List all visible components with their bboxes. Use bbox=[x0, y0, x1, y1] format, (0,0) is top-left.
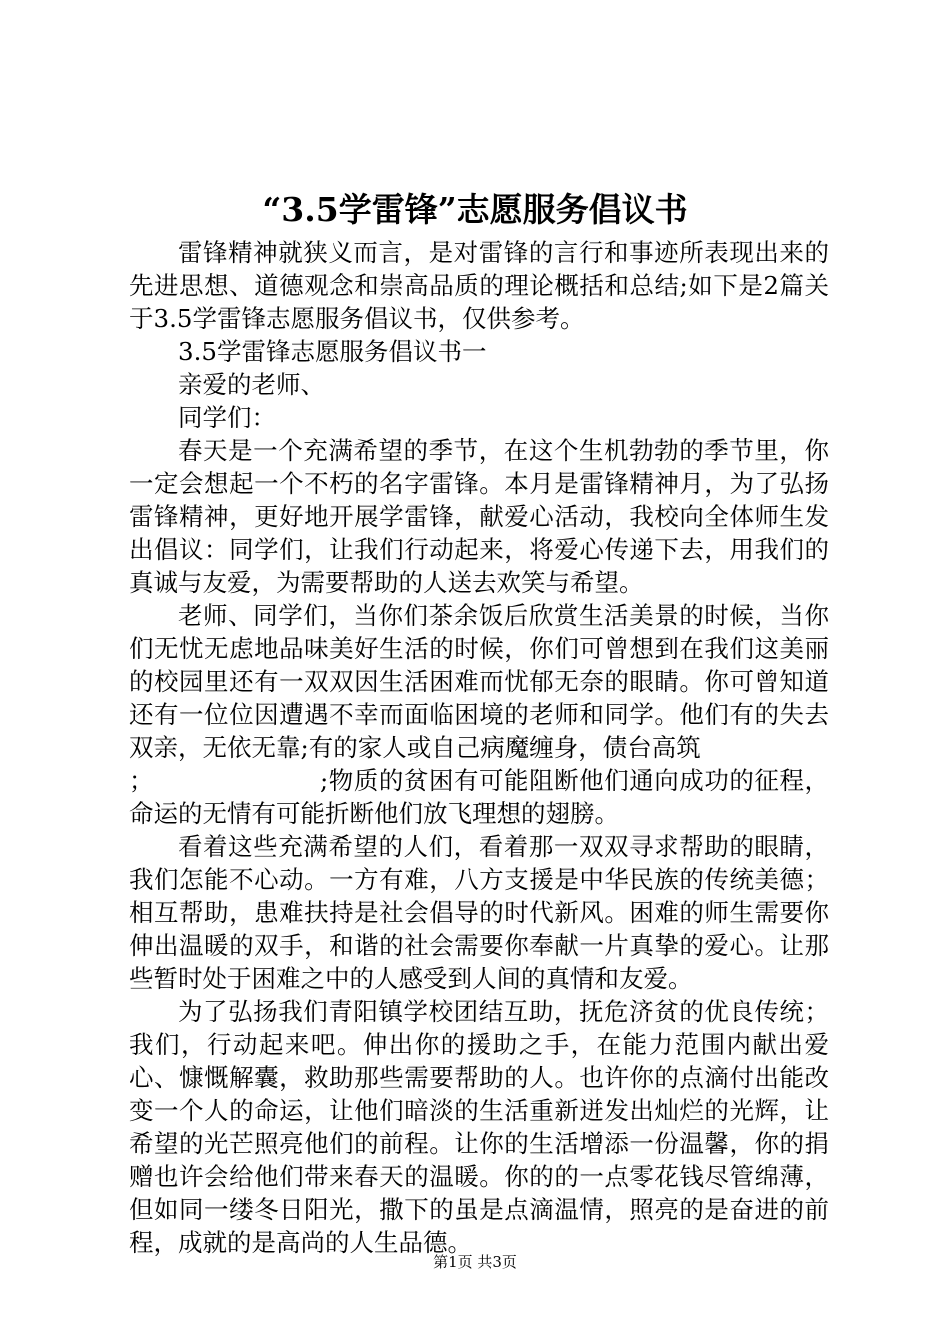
body-paragraph: 为了弘扬我们青阳镇学校团结互助，抚危济贫的优良传统；我们，行动起来吧。伸出你的援助之手，在能力范围内献出爱心、慷慨解囊，救助那些需要帮助的人。也许你的点滴付出能改变一个人的命运，让他们暗淡的生活重新迸发出灿烂的光辉，让希望的光芒照亮他们的前程。让你的生活增添一份温馨，你的捐赠也许会给他们带来春天的温暖。你的的一点零花钱尽管绵薄，但如同一缕冬日阳光，撒下的虽是点滴温情，照亮的是奋进的前程，成就的是高尚的人生品德。 bbox=[129, 997, 829, 1257]
body-paragraph-continued bbox=[129, 764, 829, 830]
page-number-footer: 第1页 共3页 bbox=[433, 1253, 517, 1271]
salutation-line-2: 同学们： bbox=[178, 403, 276, 432]
section-heading: 3.5学雷锋志愿服务倡议书一 bbox=[178, 337, 487, 366]
document-title: “3.5学雷锋”志愿服务倡议书 bbox=[262, 190, 688, 229]
salutation-line-1: 亲爱的老师、 bbox=[178, 370, 325, 399]
body-paragraph: 看着这些充满希望的人们，看着那一双双寻求帮助的眼睛，我们怎能不心动。一方有难，八方支援是中华民族的传统美德；相互帮助，患难扶持是社会倡导的时代新风。困难的师生需要你伸出温暖的双手，和谐的社会需要你奉献一片真挚的爱心。让那些暂时处于困难之中的人感受到人间的真情和友爱。 bbox=[129, 832, 829, 993]
body-paragraph: 春天是一个充满希望的季节，在这个生机勃勃的季节里，你一定会想起一个不朽的名字雷锋。本月是雷锋精神月，为了弘扬雷锋精神，更好地开展学雷锋，献爱心活动，我校向全体师生发出倡议：同学们，让我们行动起来，将爱心传递下去，用我们的真诚与友爱，为需要帮助的人送去欢笑与希望。 bbox=[129, 436, 829, 597]
document-body bbox=[129, 236, 829, 1259]
continued-text: ； ;物质的贫困有可能阻断他们通向成功的征程，命运的无情有可能折断他们放飞理想的翅膀。 bbox=[129, 766, 829, 828]
intro-paragraph: 雷锋精神就狭义而言，是对雷锋的言行和事迹所表现出来的先进思想、道德观念和崇高品质的理论概括和总结;如下是2篇关于3.5学雷锋志愿服务倡议书，仅供参考。 bbox=[129, 238, 829, 333]
body-paragraph: 老师、同学们，当你们茶余饭后欣赏生活美景的时候，当你们无忧无虑地品味美好生活的时候，你们可曾想到在我们这美丽的校园里还有一双双因生活困难而忧郁无奈的眼睛。你可曾知道还有一位位因遭遇不幸而面临困境的老师和同学。他们有的失去双亲，无依无靠;有的家人或自己病魔缠身，债台高筑 bbox=[129, 601, 829, 762]
